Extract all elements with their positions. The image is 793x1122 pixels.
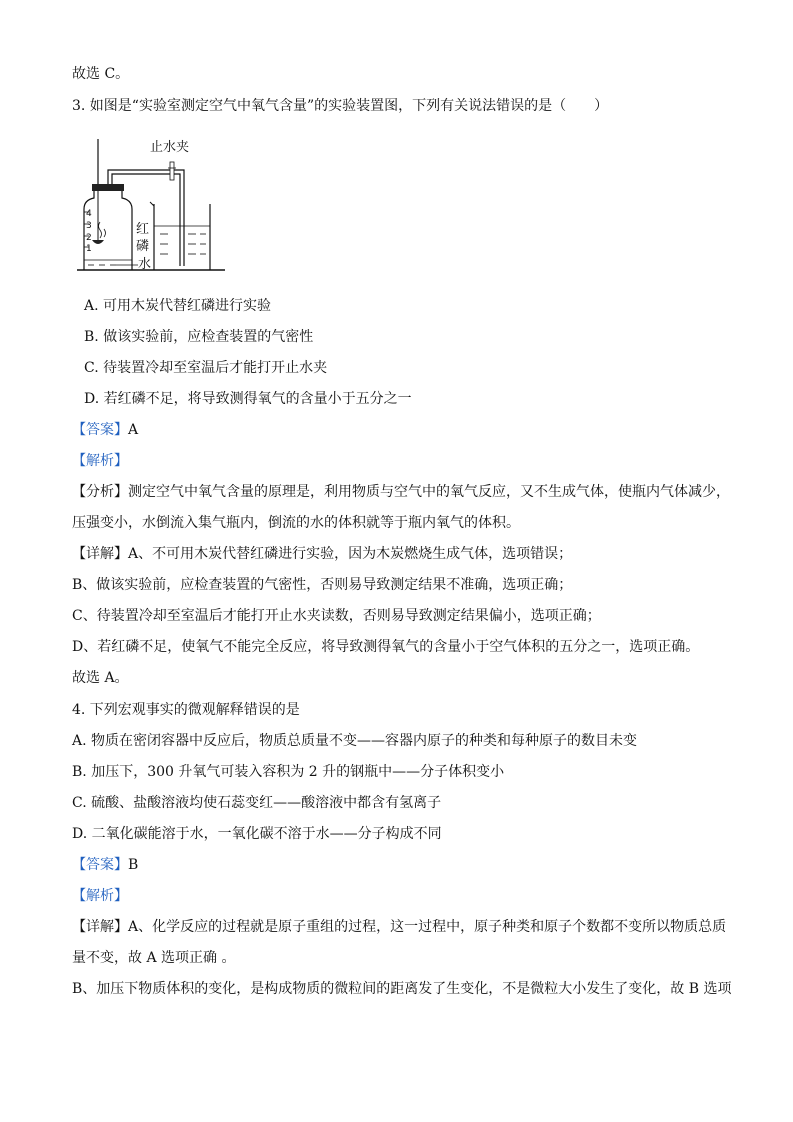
q4-answer — [72, 855, 138, 875]
answer-value: B — [128, 857, 139, 873]
q3-detail-a — [72, 544, 572, 564]
q3-detail-c: C、待装置冷却至室温后才能打开止水夹读数，否则易导致测定结果偏小，选项正确； — [72, 608, 601, 624]
scale-mark-4: 4 — [86, 209, 92, 219]
q3-detail-b: B、做该实验前，应检查装置的气密性，否则易导致测定结果不准确，选项正确； — [72, 577, 573, 593]
q3-conclusion: 故选 A。 — [72, 670, 129, 686]
q4-option-a: A. 物质在密闭容器中反应后，物质总质量不变——容器内原子的种类和每种原子的数目未变 — [72, 733, 638, 749]
q3-fenxi-line1 — [72, 482, 730, 502]
q3-analysis-tag: 【解析】 — [72, 453, 128, 469]
q3-option-a: A. 可用木炭代替红磷进行实验 — [84, 298, 272, 314]
label-water: 水 — [138, 257, 152, 272]
q4-detail-b: B、加压下物质体积的变化，是构成物质的微粒间的距离发了生变化，不是微粒大小发生了变化，故 B 选项 — [72, 981, 732, 997]
detail-tag: 【详解】 — [72, 546, 128, 562]
label-red-phosphorus-2: 磷 — [136, 239, 150, 254]
q3-detail-d: D、若红磷不足，使氧气不能完全反应，将导致测得氧气的含量小于空气体积的五分之一，选项正确。 — [72, 639, 700, 655]
answer-tag: 【答案】 — [72, 857, 128, 873]
q4-option-d: D. 二氧化碳能溶于水，一氧化碳不溶于水——分子构成不同 — [72, 826, 442, 842]
q4-option-c: C. 硫酸、盐酸溶液均使石蕊变红——酸溶液中都含有氢离子 — [72, 795, 442, 811]
detail-a-text: A、不可用木炭代替红磷进行实验，因为木炭燃烧生成气体，选项错误； — [128, 546, 573, 562]
scale-mark-1: 1 — [86, 244, 92, 254]
q4-detail-a1 — [72, 917, 726, 937]
q3-option-c: C. 待装置冷却至室温后才能打开止水夹 — [84, 360, 328, 376]
label-red-phosphorus-1: 红 — [136, 222, 150, 237]
answer-value: A — [128, 422, 139, 438]
label-clamp: 止水夹 — [150, 140, 190, 155]
answer-tag: 【答案】 — [72, 422, 128, 438]
q4-detail-a2: 量不变，故 A 选项正确 。 — [72, 950, 236, 966]
q3-answer — [72, 420, 138, 440]
fenxi-text-1: 测定空气中氧气含量的原理是，利用物质与空气中的氧气反应，又不生成气体，使瓶内气体减少， — [128, 484, 730, 500]
q3-fenxi-line2: 压强变小，水倒流入集气瓶内，倒流的水的体积就等于瓶内氧气的体积。 — [72, 515, 520, 531]
q4-analysis-tag: 【解析】 — [72, 888, 128, 904]
q4-option-b: B. 加压下，300 升氧气可装入容积为 2 升的钢瓶中——分子体积变小 — [72, 764, 505, 780]
q4-stem: 4. 下列宏观事实的微观解释错误的是 — [72, 702, 300, 718]
previous-conclusion: 故选 C。 — [72, 66, 130, 82]
detail-tag: 【详解】 — [72, 919, 128, 935]
scale-mark-2: 2 — [86, 233, 92, 243]
oxygen-experiment-figure — [72, 134, 232, 278]
q3-stem: 3. 如图是“实验室测定空气中氧气含量”的实验装置图，下列有关说法错误的是（ ） — [72, 98, 609, 114]
fenxi-tag: 【分析】 — [72, 484, 128, 500]
q3-option-b: B. 做该实验前，应检查装置的气密性 — [84, 329, 314, 345]
detail-a-text: A、化学反应的过程就是原子重组的过程，这一过程中，原子种类和原子个数都不变所以物质总质 — [128, 919, 727, 935]
q3-option-d: D. 若红磷不足，将导致测得氧气的含量小于五分之一 — [84, 391, 412, 407]
scale-mark-3: 3 — [86, 221, 92, 231]
